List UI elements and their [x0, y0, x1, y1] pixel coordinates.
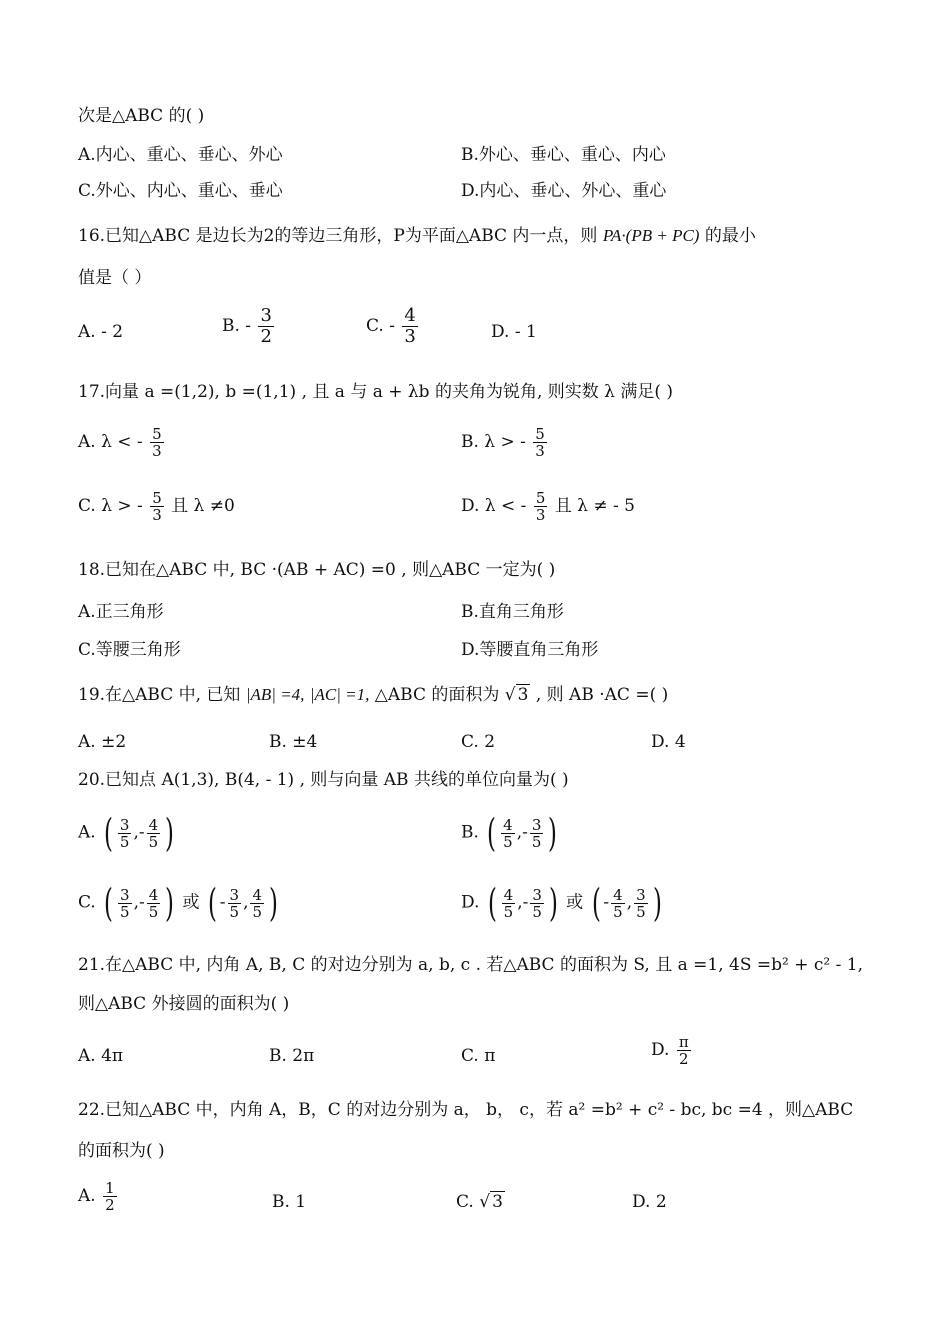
q21-option-a: A. 4π	[78, 1046, 124, 1066]
q18-option-b: B.直角三角形	[461, 602, 564, 622]
q20-b-rparen: )	[548, 811, 558, 855]
q16-option-b-prefix: B. -	[222, 316, 252, 336]
q20-c-frac3	[228, 887, 242, 920]
q20-b-frac1	[501, 817, 515, 850]
q20-b-label: B.	[461, 822, 479, 843]
q20-c-rparen1: )	[165, 881, 175, 925]
q20-a-n2: 4	[148, 815, 159, 834]
q20-c-rparen2: )	[268, 881, 278, 925]
q17-stem: 17.向量 a =(1,2), b =(1,1) , 且 a 与 a + λb 的夹角为锐角, 则实数 λ 满足( )	[78, 382, 674, 402]
q17-d-prefix: D. λ < -	[461, 496, 527, 516]
q22-c-sqrt: √ 3	[479, 1192, 503, 1212]
q17-d-fraction	[534, 490, 548, 523]
q18-option-d: D.等腰直角三角形	[461, 640, 599, 660]
q15-option-a: A.内心、重心、垂心、外心	[78, 145, 283, 165]
q20-d-n3: 4	[613, 885, 623, 904]
q19-stem-a: 19.在△ABC 中, 已知	[78, 685, 241, 705]
q19-option-b: B. ±4	[269, 732, 318, 752]
q16-stem-text: 16.已知△ABC 是边长为2的等边三角形，P为平面△ABC 内一点，则	[78, 226, 598, 246]
q17-option-b	[461, 426, 549, 459]
q22-c-prefix: C.	[456, 1192, 474, 1212]
q16-b-numerator: 3	[260, 305, 272, 326]
q18-option-a: A.正三角形	[78, 602, 164, 622]
q20-d-frac2	[530, 887, 544, 920]
q17-option-d	[461, 490, 635, 523]
q20-c-d1: 5	[120, 902, 130, 921]
q22-stem-line1: 22.已知△ABC 中，内角 A，B，C 的对边分别为 a， b， c，若 a² =b² + c² - bc, bc =4 ，则△ABC	[78, 1100, 854, 1120]
q22-option-b: B. 1	[272, 1192, 307, 1212]
q22-c-radicand: 3	[492, 1192, 503, 1212]
q16-stem-end: 的最小	[704, 226, 756, 246]
q20-c-frac4	[250, 887, 264, 920]
q20-c-or: 或	[182, 892, 200, 913]
q21-stem-line2: 则△ABC 外接圆的面积为( )	[78, 994, 290, 1014]
q17-d-suffix: 且 λ ≠ - 5	[554, 496, 635, 516]
q19-sqrt: √ 3	[504, 685, 529, 705]
q20-stem: 20.已知点 A(1,3), B(4, - 1) , 则与向量 AB 共线的单位向量为( )	[78, 770, 569, 790]
q17-d-den: 3	[535, 506, 546, 524]
q20-a-label: A.	[78, 822, 96, 843]
q16-c-numerator: 4	[404, 305, 416, 326]
q20-c-label: C.	[78, 892, 96, 913]
q20-d-rparen1: )	[548, 881, 558, 925]
q16-option-b-fraction	[258, 306, 273, 347]
q20-d-frac1	[502, 887, 516, 920]
q16-option-b	[222, 306, 276, 347]
q20-a-d1: 5	[119, 832, 130, 851]
q16-option-a: A. - 2	[78, 322, 124, 342]
q20-c-d2: 5	[148, 902, 159, 921]
q16-stem	[78, 224, 756, 248]
q19-stem-b: △ABC 的面积为	[374, 685, 500, 705]
q20-c-n2: 4	[148, 885, 159, 904]
q20-c-n3: 3	[229, 885, 240, 904]
q19-stem	[78, 683, 668, 707]
q17-option-a	[78, 426, 166, 459]
q17-a-prefix: A. λ < -	[78, 432, 143, 452]
q17-a-fraction	[150, 426, 164, 459]
q21-d-num: π	[678, 1033, 689, 1051]
q20-c-lparen1: (	[104, 881, 114, 925]
q20-d-lparen2: (	[591, 881, 601, 925]
q20-d-rparen2: )	[652, 881, 662, 925]
q17-c-prefix: C. λ > -	[78, 496, 143, 516]
q21-option-c: C. π	[461, 1046, 496, 1066]
q17-option-c	[78, 490, 235, 523]
q20-d-frac4	[634, 887, 648, 920]
q20-b-frac2	[530, 817, 544, 850]
q20-a-d2: 5	[148, 832, 159, 851]
q18-option-c: C.等腰三角形	[78, 640, 181, 660]
q20-option-c: C. ( $\frac{3}{5}$ ,- $\frac{4}{5}$ ) 或 ( - $\frac{3}{5}$ , $\frac{4}{5}$ )	[78, 881, 278, 925]
q16-option-c-prefix: C. -	[366, 316, 395, 336]
q20-b-lparen: (	[487, 811, 497, 855]
q20-c-lparen2: (	[207, 881, 217, 925]
q17-b-num: 5	[535, 425, 545, 443]
q21-option-b: B. 2π	[269, 1046, 315, 1066]
q20-b-n2: 3	[531, 815, 542, 834]
q20-d-n4: 3	[636, 885, 646, 904]
q20-c-d3: 5	[229, 902, 240, 921]
q17-c-suffix: 且 λ ≠0	[171, 496, 235, 516]
q16-option-c-fraction	[402, 306, 417, 347]
q20-d-d1: 5	[503, 902, 514, 921]
q18-stem: 18.已知在△ABC 中, BC ·(AB + AC) =0 , 则△ABC 一定为( )	[78, 560, 556, 580]
q16-c-denominator: 3	[404, 326, 416, 347]
q16-b-denominator: 2	[260, 326, 272, 347]
q17-b-den: 3	[535, 442, 545, 460]
q17-a-num: 5	[152, 425, 162, 443]
q20-option-d: D. ( $\frac{4}{5}$ ,- $\frac{3}{5}$ ) 或 ( - $\frac{4}{5}$ , $\frac{3}{5}$ )	[461, 881, 662, 925]
q20-b-d2: 5	[531, 832, 542, 851]
q17-b-prefix: B. λ > -	[461, 432, 526, 452]
q22-option-a	[78, 1180, 119, 1213]
q20-b-d1: 5	[503, 832, 513, 851]
q19-stem-c: , 则 AB ·AC =( )	[535, 685, 669, 705]
q20-d-n2: 3	[532, 885, 542, 904]
q20-option-b: B. ( $\frac{4}{5}$ ,- $\frac{3}{5}$ )	[461, 811, 558, 855]
q16-vector-expression: PA·(PB + PC)	[602, 226, 700, 245]
q15-option-c: C.外心、内心、重心、垂心	[78, 181, 283, 201]
q21-stem-line1: 21.在△ABC 中, 内角 A, B, C 的对边分别为 a, b, c . 若△ABC 的面积为 S, 且 a =1, 4S =b² + c² - 1,	[78, 955, 863, 975]
q22-option-d: D. 2	[632, 1192, 667, 1212]
q20-b-n1: 4	[503, 815, 513, 834]
q20-a-n1: 3	[119, 815, 130, 834]
q22-stem-line2: 的面积为( )	[78, 1141, 165, 1161]
q19-option-a: A. ±2	[78, 732, 127, 752]
q16-option-c	[366, 306, 420, 347]
q21-d-den: 2	[679, 1050, 689, 1068]
q20-d-d2: 5	[532, 902, 542, 921]
q20-d-d4: 5	[636, 902, 646, 921]
q17-c-den: 3	[152, 506, 162, 524]
q20-a-lparen: (	[104, 811, 113, 855]
q22-a-num: 1	[105, 1179, 115, 1197]
q19-ab-magnitude: |AB| =4,	[245, 685, 305, 704]
q17-c-fraction	[150, 490, 164, 523]
q20-d-d3: 5	[613, 902, 623, 921]
q20-c-frac1	[118, 887, 132, 920]
q16-option-d: D. - 1	[491, 322, 537, 342]
q20-d-label: D.	[461, 892, 480, 913]
q21-d-prefix: D.	[651, 1040, 670, 1060]
q15-option-b: B.外心、垂心、重心、内心	[461, 145, 666, 165]
q17-d-num: 5	[535, 489, 546, 507]
q20-d-lparen1: (	[487, 881, 497, 925]
q22-option-c	[456, 1190, 505, 1214]
q20-c-frac2	[147, 887, 161, 920]
q16-stem-line2: 值是（ ）	[78, 268, 152, 288]
q20-d-n1: 4	[503, 885, 514, 904]
q20-c-n4: 4	[252, 885, 263, 904]
q21-d-fraction	[677, 1034, 691, 1067]
q22-a-fraction	[103, 1180, 117, 1213]
q17-c-num: 5	[152, 489, 162, 507]
q15-option-d: D.内心、垂心、外心、重心	[461, 181, 667, 201]
q20-a-frac2	[147, 817, 161, 850]
q21-option-d	[651, 1034, 693, 1067]
q20-c-n1: 3	[120, 885, 130, 904]
q22-a-den: 2	[105, 1196, 115, 1214]
q20-option-a: A. ( $\frac{3}{5}$ ,- $\frac{4}{5}$ )	[78, 811, 175, 855]
q19-option-d: D. 4	[651, 732, 686, 752]
q20-c-d4: 5	[252, 902, 263, 921]
q19-ac-magnitude: |AC| =1,	[309, 685, 370, 704]
q20-d-or: 或	[566, 892, 584, 913]
q17-a-den: 3	[152, 442, 162, 460]
q20-a-rparen: )	[165, 811, 175, 855]
q22-a-prefix: A.	[78, 1186, 96, 1206]
q15-stem-tail: 次是△ABC 的( )	[78, 106, 205, 126]
q20-a-frac1	[118, 817, 132, 850]
q19-sqrt-radicand: 3	[517, 685, 529, 705]
q20-d-frac3	[611, 887, 625, 920]
q19-option-c: C. 2	[461, 732, 496, 752]
q17-b-fraction	[533, 426, 547, 459]
